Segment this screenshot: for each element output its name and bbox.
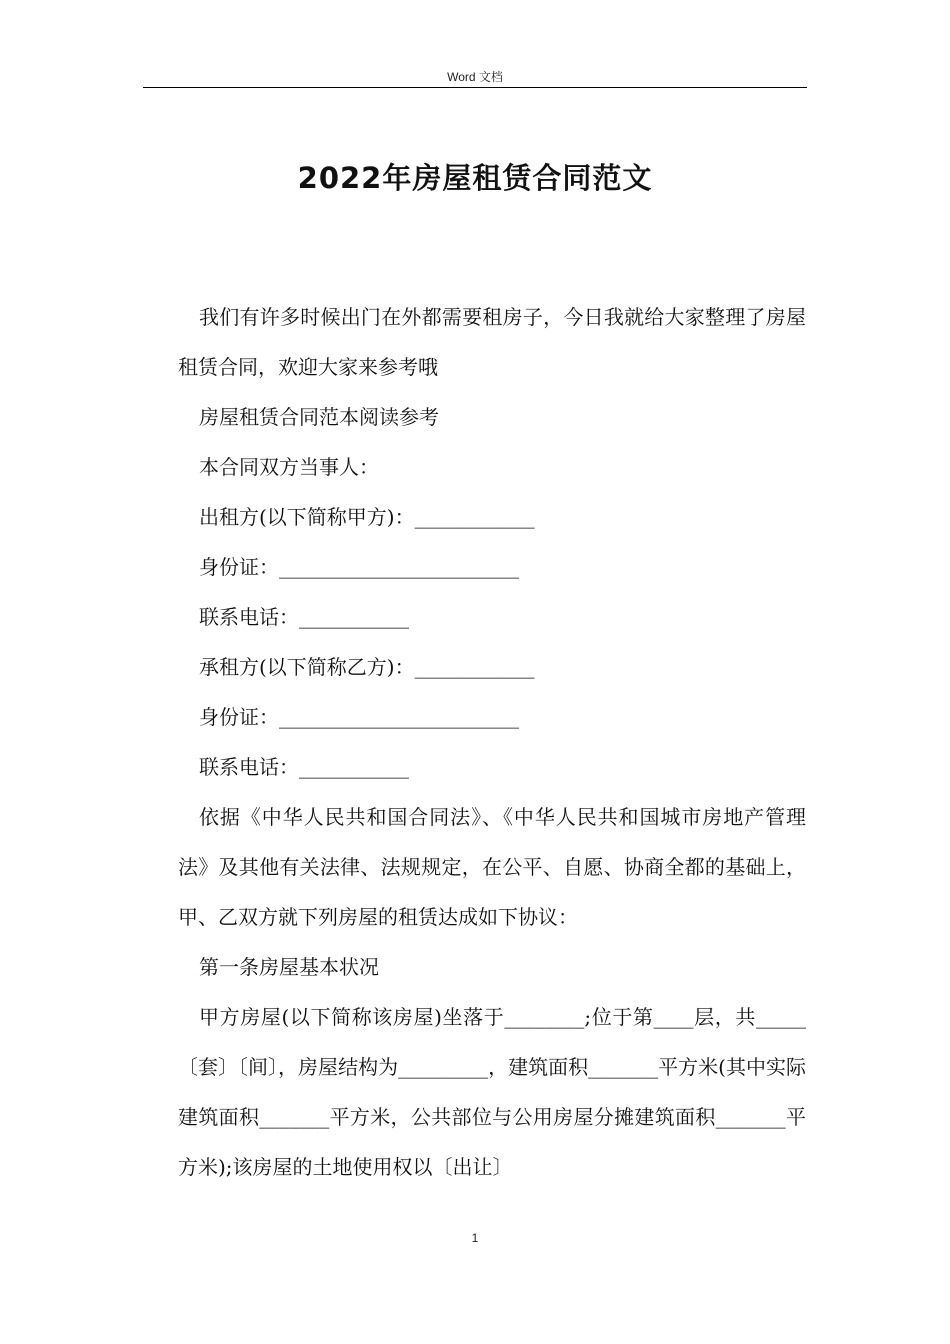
document-title: 2022年房屋租赁合同范文 <box>297 161 653 195</box>
paragraph-property-details: 甲方房屋(以下简称该房屋)坐落于________;位于第____层，共_____〔套〕〔间〕，房屋结构为_________，建筑面积_______平方米(其中实际建筑面积_______平方米，公共部位与公用房屋分摊建筑面积_______平方米);该房屋的土地使用权以〔出让〕 <box>178 1005 806 1179</box>
lessee-phone-field: 联系电话：___________ <box>199 755 409 779</box>
paragraph-intro: 我们有许多时候出门在外都需要租房子，今日我就给大家整理了房屋租赁合同，欢迎大家来参考哦 <box>178 305 806 379</box>
paragraph-parties: 本合同双方当事人： <box>199 455 379 479</box>
lessee-field: 承租方(以下简称乙方)：____________ <box>199 655 535 679</box>
page-header: Word 文档 <box>447 70 503 84</box>
paragraph-legal-basis: 依据《中华人民共和国合同法》、《中华人民共和国城市房地产管理法》及其他有关法律、法规规定，在公平、自愿、协商全都的基础上，甲、乙双方就下列房屋的租赁达成如下协议： <box>178 805 806 929</box>
document-body <box>178 292 806 1192</box>
lessor-phone-field: 联系电话：___________ <box>199 605 409 629</box>
article-1-heading: 第一条房屋基本状况 <box>199 955 379 979</box>
header-rule <box>143 87 807 88</box>
page-number: 1 <box>471 1231 479 1245</box>
paragraph-reference: 房屋租赁合同范本阅读参考 <box>199 405 439 429</box>
lessee-id-field: 身份证：________________________ <box>199 705 519 729</box>
lessor-field: 出租方(以下简称甲方)：____________ <box>199 505 535 529</box>
lessor-id-field: 身份证：________________________ <box>199 555 519 579</box>
